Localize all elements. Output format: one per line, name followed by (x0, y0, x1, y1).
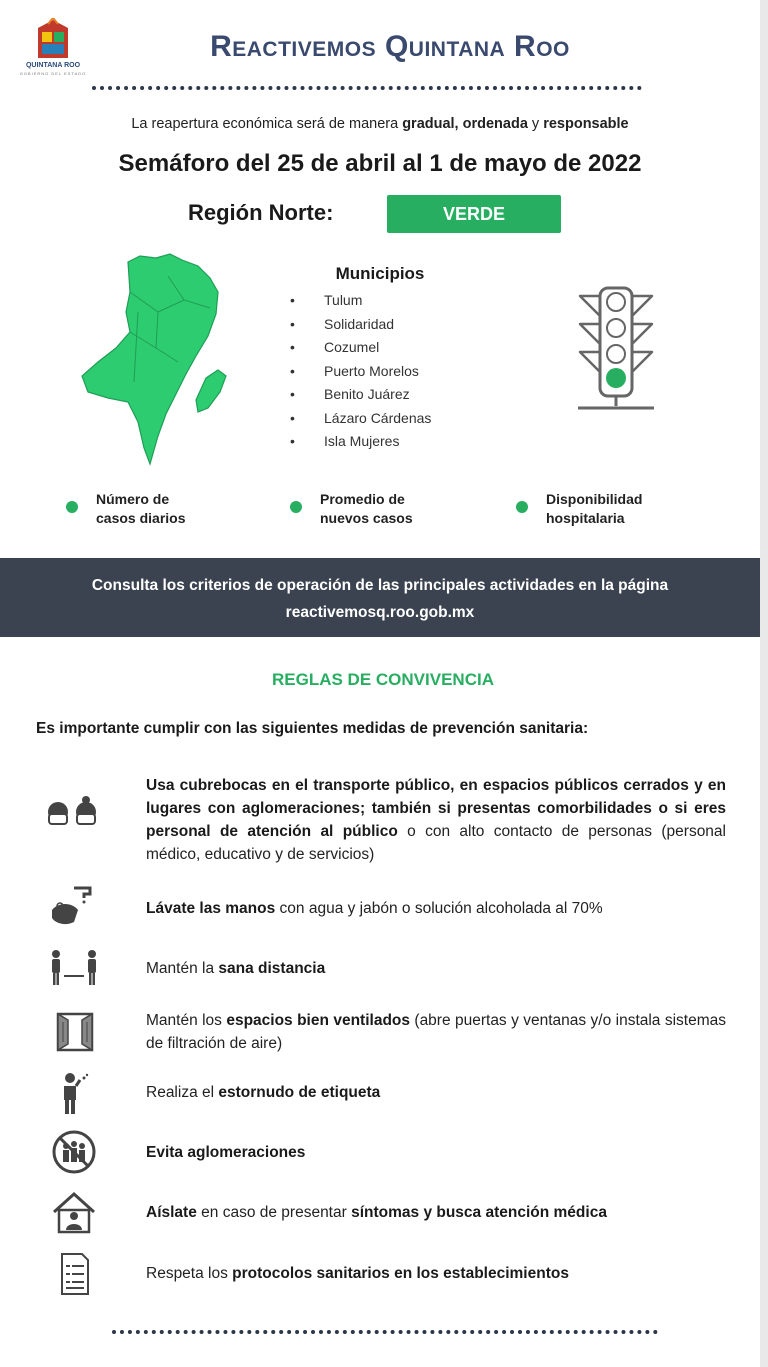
face-mask-icon (44, 796, 104, 840)
bullet-icon: • (290, 292, 295, 308)
hand-wash-icon (44, 884, 104, 928)
logo-text: QUINTANA ROO (25, 62, 81, 69)
list-item: • Benito Juárez (290, 386, 410, 402)
reglas-title: REGLAS DE CONVIVENCIA (272, 670, 494, 689)
region-status-badge: VERDE (387, 195, 561, 233)
rule-protocolos: Respeta los protocolos sanitarios en los establecimientos (146, 1265, 569, 1282)
rule-ventilacion: Mantén los espacios bien ventilados (abre puertas y ventanas y/o instala sistemas de filtración de aire) (146, 1012, 726, 1052)
bullet-icon: • (290, 362, 295, 379)
indicator-label: Número de casos diarios (96, 491, 186, 526)
list-item: • Puerto Morelos (290, 362, 419, 379)
list-item: • Cozumel (290, 339, 380, 355)
home-isolation-icon (44, 1190, 104, 1234)
bullet-icon: • (290, 386, 295, 402)
region-label: Región Norte: (188, 200, 334, 225)
municipios-title: Municipios (335, 264, 425, 283)
quintana-roo-logo (18, 18, 88, 80)
rule-lavate-manos: Lávate las manos con agua y jabón o solución alcoholada al 70% (146, 900, 603, 917)
list-item: • Isla Mujeres (290, 433, 400, 449)
reopening-subtitle: La reapertura económica será de manera gradual, ordenada y responsable (131, 116, 629, 132)
semaforo-dates: Semáforo del 25 de abril al 1 de mayo de 2022 (118, 150, 642, 177)
green-dot-icon (516, 501, 528, 513)
traffic-light-icon (570, 284, 662, 412)
list-item: • Solidaridad (290, 315, 395, 332)
list-item: • Lázaro Cárdenas (290, 409, 432, 426)
rule-aislate: Aíslate en caso de presentar síntomas y busca atención médica (146, 1204, 607, 1221)
bullet-icon: • (290, 433, 295, 449)
bullet-icon: • (290, 339, 295, 355)
logo-subtext: GOBIERNO DEL ESTADO (19, 71, 87, 76)
info-banner (0, 558, 760, 637)
no-crowd-icon (44, 1130, 104, 1174)
rule-sana-distancia: Mantén la sana distancia (146, 960, 326, 977)
municipios-list (286, 290, 431, 455)
region-norte-map (78, 252, 238, 472)
distance-icon (44, 946, 104, 990)
page-title: Reactivemos Quintana Roo (210, 30, 570, 63)
bullet-icon: • (290, 315, 295, 332)
rule-aglomeraciones: Evita aglomeraciones (146, 1144, 306, 1161)
window-icon (44, 1010, 104, 1054)
indicator-label: Promedio de nuevos casos (320, 491, 413, 526)
rule-estornudo: Realiza el estornudo de etiqueta (146, 1084, 381, 1101)
dotted-divider-bottom (112, 1330, 658, 1334)
reglas-intro: Es importante cumplir con las siguientes medidas de prevención sanitaria: (36, 720, 589, 737)
indicator-label: Disponibilidad hospitalaria (546, 491, 643, 526)
dotted-divider-top (92, 86, 642, 90)
green-dot-icon (290, 501, 302, 513)
protocol-document-icon (44, 1252, 104, 1296)
green-dot-icon (66, 501, 78, 513)
banner-link[interactable]: reactivemosq.roo.gob.mx (285, 604, 475, 621)
banner-text: Consulta los criterios de operación de las principales actividades en la página (91, 577, 669, 594)
bullet-icon: • (290, 409, 295, 426)
list-item: • Tulum (290, 292, 363, 308)
sneeze-icon (44, 1072, 104, 1116)
rule-cubrebocas: Usa cubrebocas en el transporte público, en espacios públicos cerrados y en lugares con aglomeraciones; también si presentas comorbilidades o si eres personal de atención al público o con alto contacto de personas (personal médico, educativo y de servicios) (146, 777, 726, 863)
